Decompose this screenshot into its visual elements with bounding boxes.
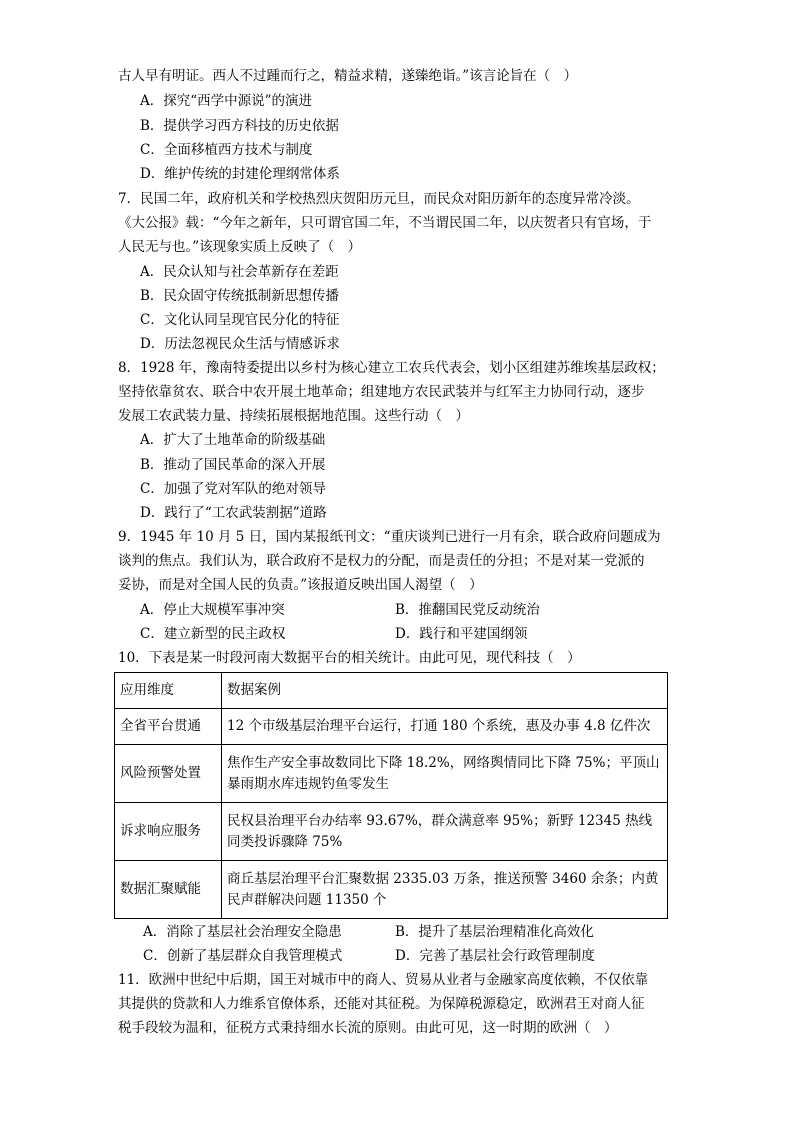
q9-option-d[interactable]: D．践行和平建国纲领 xyxy=(395,626,528,642)
q7-stem-line-3: 人民无与也。”该现象实质上反映了（ ） xyxy=(118,239,362,255)
q9-stem-line-3: 妥协，而是对全国人民的负责。”该报道反映出国人渴望（ ） xyxy=(118,577,483,593)
q10-option-a[interactable]: A．消除了基层社会治理安全隐患 xyxy=(143,924,342,940)
q7-option-c[interactable]: C．文化认同呈现官民分化的特征 xyxy=(140,312,340,328)
table-header-cell: 应用维度 xyxy=(115,673,222,709)
q10-stem: 10．下表是某一时段河南大数据平台的相关统计。由此可见，现代科技（ ） xyxy=(118,650,581,666)
table-cell-dimension: 数据汇聚赋能 xyxy=(115,861,222,919)
table-row xyxy=(115,803,668,861)
q9-option-b[interactable]: B．推翻国民党反动统治 xyxy=(395,602,540,618)
table-cell-dimension: 全省平台贯通 xyxy=(115,709,222,745)
table-cell-dimension: 诉求响应服务 xyxy=(115,803,222,861)
table-cell-case: 12 个市级基层治理平台运行，打通 180 个系统，惠及办事 4.8 亿件次 xyxy=(222,709,668,745)
q9-option-c[interactable]: C．建立新型的民主政权 xyxy=(140,626,286,642)
table-cell-case: 商丘基层治理平台汇聚数据 2335.03 万条，推送预警 3460 余条；内黄民声群解决问题 11350 个 xyxy=(222,861,668,919)
q8-option-d[interactable]: D．践行了“工农武装割据”道路 xyxy=(140,505,327,521)
q11-stem-line-2: 其提供的贷款和人力维系官僚体系，还能对其征税。为保障税源稳定，欧洲君王对商人征 xyxy=(118,996,645,1012)
q7-option-a[interactable]: A．民众认知与社会革新存在差距 xyxy=(140,264,339,280)
table-row xyxy=(115,745,668,803)
table-row xyxy=(115,861,668,919)
table-cell-dimension: 风险预警处置 xyxy=(115,745,222,803)
q10-option-b[interactable]: B．提升了基层治理精准化高效化 xyxy=(395,924,594,940)
table-row xyxy=(115,709,668,745)
q10-option-d[interactable]: D．完善了基层社会行政管理制度 xyxy=(395,948,595,964)
q11-stem-line-1: 11．欧洲中世纪中后期，国王对城市中的商人、贸易从业者与金融家高度依赖，不仅依靠 xyxy=(118,972,649,988)
q8-option-c[interactable]: C．加强了党对军队的绝对领导 xyxy=(140,481,326,497)
q10-option-c[interactable]: C．创新了基层群众自我管理模式 xyxy=(143,948,343,964)
q8-stem-line-3: 发展工农武装力量、持续拓展根据地范围。这些行动（ ） xyxy=(118,408,469,424)
q9-stem-line-1: 9．1945 年 10 月 5 日，国内某报纸刊文：“重庆谈判已进行一月有余，联合政府问题成为 xyxy=(118,529,661,545)
table-cell-case: 焦作生产安全事故数同比下降 18.2%，网络舆情同比下降 75%；平顶山暴雨期水库违规钓鱼零发生 xyxy=(222,745,668,803)
q6-option-b[interactable]: B．提供学习西方科技的历史依据 xyxy=(140,118,339,134)
table-cell-case: 民权县治理平台办结率 93.67%，群众满意率 95%；新野 12345 热线同类投诉骤降 75% xyxy=(222,803,668,861)
q6-stem-tail: 古人早有明证。西人不过踵而行之，精益求精，遂臻绝诣。”该言论旨在（ ） xyxy=(118,68,578,84)
q6-option-d[interactable]: D．维护传统的封建伦理纲常体系 xyxy=(140,166,340,182)
q8-stem-line-1: 8．1928 年，豫南特委提出以乡村为核心建立工农兵代表会，划小区组建苏维埃基层政权； xyxy=(118,360,665,376)
q9-option-a[interactable]: A．停止大规模军事冲突 xyxy=(140,602,285,618)
q7-stem-line-1: 7．民国二年，政府机关和学校热烈庆贺阳历元旦，而民众对阳历新年的态度异常冷淡。 xyxy=(118,191,640,207)
q9-stem-line-2: 谈判的焦点。我们认为，联合政府不是权力的分配，而是责任的分担；不是对某一党派的 xyxy=(118,553,645,569)
table-header-row xyxy=(115,673,668,709)
q7-option-b[interactable]: B．民众固守传统抵制新思想传播 xyxy=(140,288,339,304)
q8-stem-line-2: 坚持依靠贫农、联合中农开展土地革命；组建地方农民武装并与红军主力协同行动，逐步 xyxy=(118,384,645,400)
q7-stem-line-2: 《大公报》载：“今年之新年，只可谓官国二年，不当谓民国二年，以庆贺者只有官场，于 xyxy=(118,215,652,231)
table-header-cell: 数据案例 xyxy=(222,673,668,709)
q7-option-d[interactable]: D．历法忽视民众生活与情感诉求 xyxy=(140,336,340,352)
q6-option-a[interactable]: A．探究“西学中源说”的演进 xyxy=(140,93,313,109)
q8-option-b[interactable]: B．推动了国民革命的深入开展 xyxy=(140,457,326,473)
q6-option-c[interactable]: C．全面移植西方技术与制度 xyxy=(140,142,313,158)
q8-option-a[interactable]: A．扩大了土地革命的阶级基础 xyxy=(140,432,326,448)
q10-data-table xyxy=(114,672,668,919)
q11-stem-line-3: 税手段较为温和，征税方式秉持细水长流的原则。由此可见，这一时期的欧洲（ ） xyxy=(118,1020,618,1036)
